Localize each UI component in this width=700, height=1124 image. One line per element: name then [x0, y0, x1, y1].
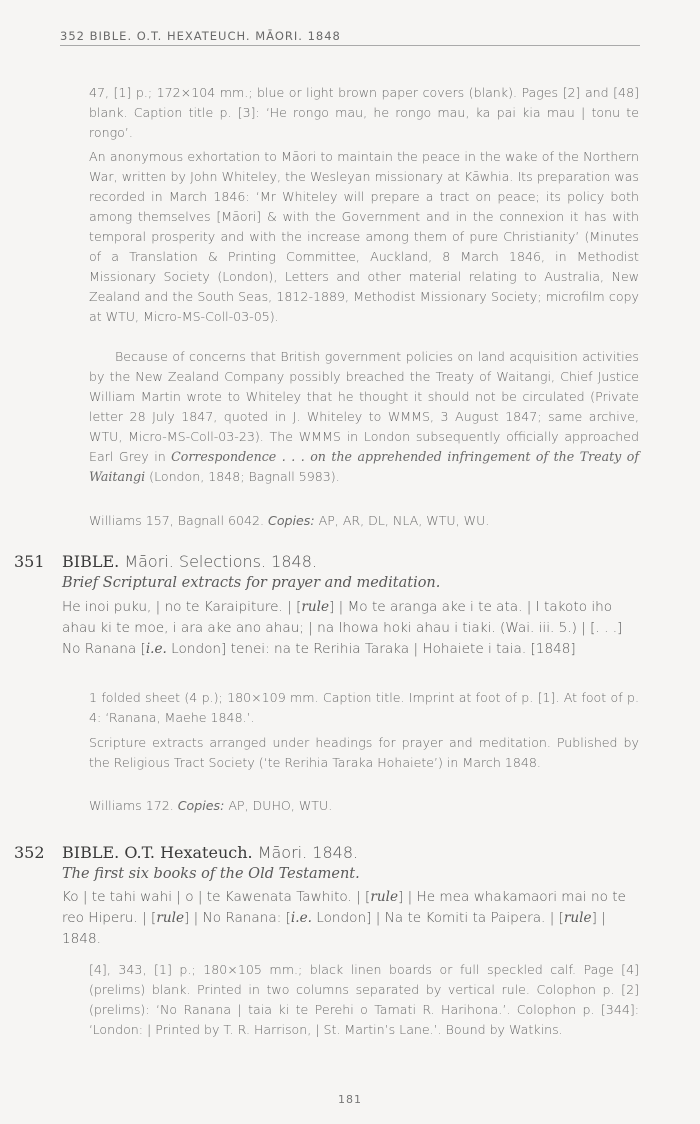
- ie-mark: i.e.: [145, 641, 167, 657]
- entry-351-references: [89, 796, 639, 816]
- entry-350-collation: 47, [1] p.; 172×104 mm.; blue or light brown paper covers (blank). Pages [2] and [48] blank. Caption title p. [3]: ‘He rongo mau, he rongo mau, ka pai kia mau | tonu te rongo’.: [89, 85, 639, 140]
- rule-mark: rule: [370, 889, 398, 905]
- references: Williams 172.: [89, 798, 178, 813]
- rule-mark: rule: [156, 910, 184, 926]
- tp-text: ] | He mea whakamaori mai no te reo Hiperu. | [: [62, 889, 626, 926]
- entry-352-heading: [62, 843, 358, 862]
- tp-text: London] | Na te Komiti ta Paipera. | [: [311, 910, 564, 926]
- tp-text: ] | 1848.: [62, 910, 606, 947]
- entry-352-subtitle: The first six books of the Old Testament.: [62, 866, 360, 882]
- entry-351-collation: 1 folded sheet (4 p.); 180×109 mm. Caption title. Imprint at foot of p. [1]. At foot of p. 4: ‘Ranana, Maehe 1848.’.: [89, 690, 639, 725]
- page-number: 181: [338, 1093, 362, 1106]
- references: Williams 157, Bagnall 6042.: [89, 513, 269, 528]
- entry-350-note-2: [89, 347, 639, 487]
- heading-title: BIBLE.: [62, 552, 120, 571]
- header-rule: [60, 45, 640, 46]
- tp-text: He inoi puku, | no te Karaipiture. | [: [62, 599, 302, 615]
- entry-351-number: 351: [14, 552, 45, 571]
- cited-title: Correspondence . . . on the apprehended infringement of the Treaty of Waitangi: [89, 449, 639, 484]
- heading-rest: Māori. Selections. 1848.: [119, 552, 317, 571]
- note-text: Because of concerns that British government policies on land acquisition activities by the New Zealand Company possibly breached the Treaty of Waitangi, Chief Justice William Martin wrote to Whiteley that he thought it should not be circulated (Private letter 28 July 1847, quoted in J. Whiteley to WMMS, 3 August 1847; same archive, WTU, Micro-MS-Coll-03-23). The WMMS in London subsequently officially approached Earl Grey in: [89, 349, 639, 464]
- entry-351-title-page: [62, 597, 640, 660]
- ie-mark: i.e.: [290, 910, 312, 926]
- entry-352-collation: [4], 343, [1] p.; 180×105 mm.; black linen boards or full speckled calf. Page [4] (prelims) blank. Printed in two columns separated by vertical rule. Colophon p. [2] (prelims): ‘No Ranana | taia ki te Perehi o Tamati R. Harihona.’. Colophon p. [344]: ‘London: | Printed by T. R. Harrison, | St. Martin’s Lane.’. Bound by Watkins.: [89, 962, 639, 1037]
- copies-list: AP, DUHO, WTU.: [224, 798, 333, 813]
- entry-351-subtitle: Brief Scriptural extracts for prayer and meditation.: [62, 575, 441, 591]
- entry-351-note: Scripture extracts arranged under headings for prayer and meditation. Published by the Religious Tract Society (‘te Rerihia Taraka Hohaiete’) in March 1848.: [89, 735, 639, 770]
- rule-mark: rule: [301, 599, 330, 615]
- rule-mark: rule: [563, 910, 592, 926]
- copies-label: Copies:: [268, 513, 315, 528]
- tp-text: London] tenei: na te Rerihia Taraka | Hohaiete i taia. [1848]: [166, 641, 576, 657]
- tp-text: Ko | te tahi wahi | o | te Kawenata Tawhito. | [: [62, 889, 371, 905]
- copies-label: Copies:: [177, 798, 225, 813]
- entry-352-title-page: [62, 887, 640, 950]
- running-head: 352 BIBLE. O.T. HEXATEUCH. MĀORI. 1848: [60, 29, 341, 43]
- copies-list: AP, AR, DL, NLA, WTU, WU.: [314, 513, 490, 528]
- note-text-end: (London, 1848; Bagnall 5983).: [145, 469, 340, 484]
- entry-352-number: 352: [14, 843, 45, 862]
- entry-350-note: An anonymous exhortation to Māori to maintain the peace in the wake of the Northern War, written by John Whiteley, the Wesleyan missionary at Kāwhia. Its preparation was recorded in March 1846: ‘Mr Whiteley will prepare a tract on peace; its policy both among themselves [Māori] & with the Government and in the connexion it has with temporal prosperity and with the increase among them of pure Christianity’ (Minutes of a Translation & Printing Committee, Auckland, 8 March 1846, in Methodist Missionary Society (London), Letters and other material relating to Australia, New Zealand and the South Seas, 1812-1889, Methodist Missionary Society; microfilm copy at WTU, Micro-MS-Coll-03-05).: [89, 149, 639, 324]
- tp-text: ] | No Ranana: [: [184, 910, 291, 926]
- entry-351-heading: [62, 552, 317, 571]
- tp-text: ] | Mo te aranga ake i te ata. | I takoto iho ahau ki te moe, i ara ake ano ahau; | na Ihowa hoki ahau i tiaki. (Wai. iii. 5.) | [. . .] No Ranana [: [62, 599, 623, 657]
- heading-rest: Māori. 1848.: [252, 843, 359, 862]
- entry-350-references: [89, 511, 639, 531]
- heading-title: BIBLE. O.T. Hexateuch.: [62, 843, 253, 862]
